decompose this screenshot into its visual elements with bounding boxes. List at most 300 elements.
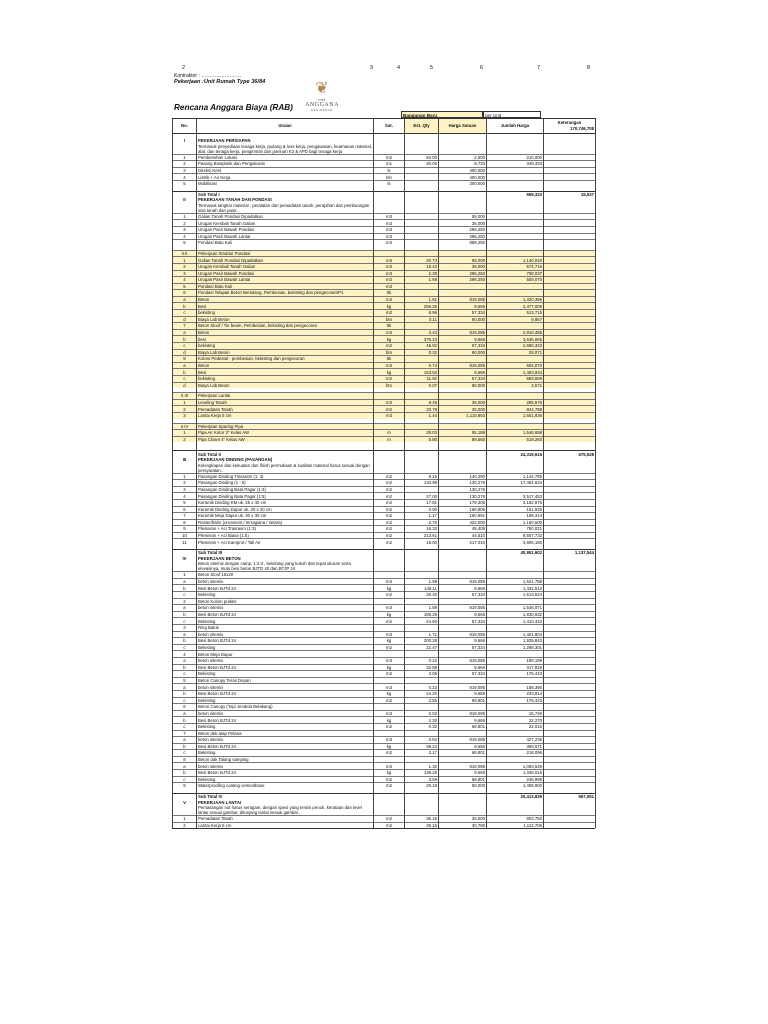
cell-sat xyxy=(374,756,405,763)
cell-no: 3 xyxy=(173,226,197,233)
cell-jumlah: 1,408,900 xyxy=(487,783,544,789)
cell-sat: m3 xyxy=(374,240,405,246)
cell-keterangan xyxy=(544,161,596,168)
cell-keterangan xyxy=(544,657,596,664)
cell-uraian: Beton Meja Dapur xyxy=(197,651,374,658)
cell-sat: m2 xyxy=(374,671,405,678)
table-row xyxy=(173,376,596,383)
cell-sat xyxy=(374,805,405,816)
cell-keterangan xyxy=(544,154,596,161)
column-number: 5 xyxy=(430,65,434,71)
cell-jumlah: 683,589 xyxy=(487,376,544,383)
cell-uraian: Urugan Kembali Tanah Galian xyxy=(197,263,374,270)
table-row xyxy=(173,369,596,376)
cell-harga xyxy=(439,250,487,257)
cell-jumlah: 574,716 xyxy=(487,263,544,270)
cell-uraian: Sub Total II xyxy=(197,451,374,457)
cell-harga: 9,666 xyxy=(439,664,487,671)
cell-uraian: Plesteran + Aci Biasa (1:5) xyxy=(197,532,374,539)
cell-no: b xyxy=(173,303,197,310)
cell-uraian: Pembersihan Lokasi xyxy=(197,154,374,161)
cell-qty xyxy=(405,283,439,290)
cell-harga: 9,666 xyxy=(439,585,487,592)
cell-keterangan xyxy=(544,572,596,579)
cell-no: 4 xyxy=(173,277,197,284)
cell-no: 11 xyxy=(173,539,197,545)
cell-sat xyxy=(374,463,405,474)
cell-no: IV xyxy=(173,556,197,562)
table-row xyxy=(173,362,596,369)
cell-harga: 179,306 xyxy=(439,499,487,506)
table-row xyxy=(173,303,596,310)
cell-keterangan xyxy=(544,519,596,526)
cell-harga: 296,250 xyxy=(439,233,487,240)
cell-sat: m2 xyxy=(374,644,405,651)
cell-sat: m2 xyxy=(374,519,405,526)
cell-jumlah: 1,140,040 xyxy=(487,257,544,264)
table-row xyxy=(173,618,596,625)
cell-sat: m3 xyxy=(374,226,405,233)
table-row xyxy=(173,677,596,684)
cell-no: 5 xyxy=(173,499,197,506)
cell-qty: 26.40 xyxy=(405,592,439,599)
cell-keterangan xyxy=(544,513,596,520)
cell-jumlah: 1,935,843 xyxy=(487,638,544,645)
cell-qty: 139.25 xyxy=(405,770,439,777)
cell-harga xyxy=(439,625,487,632)
header-sat: Sat. xyxy=(374,119,405,134)
cell-qty xyxy=(405,233,439,240)
bangunan-baru-cell: Bangunan Baru xyxy=(401,111,483,118)
cell-jumlah: 844,788 xyxy=(487,406,544,413)
cell-no: c xyxy=(173,644,197,651)
cell-harga: 819,085 xyxy=(439,684,487,691)
cell-qty: 189.29 xyxy=(405,611,439,618)
cell-no: a xyxy=(173,605,197,612)
cell-jumlah: 20,413,839 xyxy=(487,793,544,799)
cell-no: 5 xyxy=(173,677,197,684)
cell-sat: m2 xyxy=(374,506,405,513)
cell-harga xyxy=(439,561,487,572)
cell-keterangan xyxy=(544,277,596,284)
cell-jumlah: 1,830,632 xyxy=(487,611,544,618)
table-row xyxy=(173,578,596,585)
cell-uraian: Urugan Kembali Tanah Galian xyxy=(197,220,374,227)
cell-harga: 30,780 xyxy=(439,822,487,828)
cell-jumlah: 9,507,733 xyxy=(487,532,544,539)
cell-no: II.IV xyxy=(173,423,197,430)
cell-harga: 90,000 xyxy=(439,349,487,356)
cell-uraian: Sub Total IV xyxy=(197,793,374,799)
cell-harga: 25,000 xyxy=(439,816,487,823)
cell-sat xyxy=(374,598,405,605)
cell-sat: m3 xyxy=(374,233,405,240)
cell-qty: 1.89 xyxy=(405,605,439,612)
cell-keterangan xyxy=(544,399,596,406)
cell-qty: 0.11 xyxy=(405,316,439,323)
cell-uraian: Pasangan Dinding Bata Pagar (1:3) xyxy=(197,486,374,493)
cell-uraian: Pekerjaan Sparing Pipa xyxy=(197,423,374,430)
cell-jumlah: 210,000 xyxy=(487,154,544,161)
cell-no: I xyxy=(173,138,197,144)
cell-uraian: Waterproofing coating cementbase xyxy=(197,783,374,789)
table-row xyxy=(173,349,596,356)
cell-uraian: beton sitemix xyxy=(197,710,374,717)
cell-qty: 40.00 xyxy=(405,161,439,168)
cell-keterangan xyxy=(544,362,596,369)
cell-no: b xyxy=(173,585,197,592)
cell-uraian: Kelengkapan dan kekuatan dan finish permukaan & kualitas material harus sesuai dengan persyaratan.. xyxy=(197,463,374,474)
cell-keterangan xyxy=(544,723,596,730)
cell-keterangan xyxy=(544,144,596,155)
cell-no xyxy=(173,144,197,155)
cell-harga: 296,250 xyxy=(439,277,487,284)
cell-harga xyxy=(439,756,487,763)
cell-keterangan xyxy=(544,763,596,770)
cell-uraian: Besi Beton BJTd 24 xyxy=(197,743,374,750)
cell-no: 6 xyxy=(173,704,197,711)
cell-uraian: Pipa Air Kotor 3" Kelas AW xyxy=(197,430,374,437)
table-row xyxy=(173,473,596,480)
cell-keterangan xyxy=(544,329,596,336)
cell-qty: 36.15 xyxy=(405,822,439,828)
cell-sat: m2 xyxy=(374,499,405,506)
cell-uraian: Leveling Tanah xyxy=(197,399,374,406)
cell-qty xyxy=(405,677,439,684)
cell-qty: 16.32 xyxy=(405,526,439,533)
cell-qty: 0.74 xyxy=(405,362,439,369)
cell-jumlah: 1,346,015 xyxy=(487,770,544,777)
cell-sat: m2 xyxy=(374,473,405,480)
cell-sat xyxy=(374,144,405,155)
cell-harga xyxy=(439,203,487,214)
cell-keterangan xyxy=(544,349,596,356)
cell-no: 3 xyxy=(173,270,197,277)
table-row xyxy=(173,226,596,233)
cell-keterangan xyxy=(544,213,596,220)
cell-jumlah: 188,314 xyxy=(487,513,544,520)
cell-harga: 217,010 xyxy=(439,539,487,545)
cell-no: 9 xyxy=(173,526,197,533)
cell-qty: 11.92 xyxy=(405,376,439,383)
cell-sat: m2 xyxy=(374,486,405,493)
table-row xyxy=(173,625,596,632)
cell-harga: 130,276 xyxy=(439,480,487,487)
cell-keterangan xyxy=(544,343,596,350)
cell-jumlah: 22,270 xyxy=(487,717,544,724)
cell-harga xyxy=(439,290,487,297)
cell-jumlah: 218,096 xyxy=(487,750,544,757)
cell-jumlah: 1,548,071 xyxy=(487,605,544,612)
cell-uraian: Beton xyxy=(197,362,374,369)
header-ket-label: Keterangan xyxy=(557,120,582,125)
table-row xyxy=(173,270,596,277)
cell-harga: 90,000 xyxy=(439,316,487,323)
cell-qty: 213.61 xyxy=(405,532,439,539)
cell-keterangan xyxy=(544,776,596,783)
cell-no: 2 xyxy=(173,161,197,168)
cell-keterangan xyxy=(544,226,596,233)
cell-qty: 27.00 xyxy=(405,493,439,500)
cell-sat: m2 xyxy=(374,310,405,317)
cell-no: b xyxy=(173,743,197,750)
cell-sat: m2 xyxy=(374,697,405,704)
cell-uraian: Beton Sloof 15x20 xyxy=(197,572,374,579)
cell-qty: 33.79 xyxy=(405,406,439,413)
table-row xyxy=(173,631,596,638)
cell-keterangan xyxy=(544,423,596,430)
cell-keterangan xyxy=(544,664,596,671)
cell-sat: m2 xyxy=(374,822,405,828)
cell-qty: 24.20 xyxy=(405,690,439,697)
cell-sat xyxy=(374,625,405,632)
cell-uraian: Bekisting xyxy=(197,750,374,757)
cell-uraian: Besi Beton BJTd 24 xyxy=(197,611,374,618)
cell-qty: 20.73 xyxy=(405,257,439,264)
cell-uraian: PEKERJAAN BETON xyxy=(197,556,374,562)
cell-keterangan xyxy=(544,270,596,277)
cell-harga xyxy=(439,463,487,474)
cell-harga: 50,000 xyxy=(439,783,487,789)
cell-harga: 889,250 xyxy=(439,240,487,246)
cell-no: c xyxy=(173,343,197,350)
cell-sat: btn xyxy=(374,316,405,323)
cell-harga: 57,334 xyxy=(439,618,487,625)
logo-sub: RESIDENCE xyxy=(311,108,333,112)
cell-keterangan xyxy=(544,486,596,493)
cell-qty xyxy=(405,250,439,257)
cell-no: 6 xyxy=(173,290,197,297)
table-row xyxy=(173,499,596,506)
cell-uraian: Roster/bahn (ornament / terragiana / setara) xyxy=(197,519,374,526)
cell-harga: 55,000 xyxy=(439,213,487,220)
table-row xyxy=(173,763,596,770)
table-row xyxy=(173,393,596,400)
cell-harga: 57,334 xyxy=(439,671,487,678)
cell-sat: m2 xyxy=(374,376,405,383)
cell-uraian: Keramik Dinding Dapur uk. 20 x 20 cm xyxy=(197,506,374,513)
cell-uraian: Termasuk tangkar material , peralatan dan pemadatan tanah, perapihan dan pembuangan sisa tanah dan pasir.. xyxy=(197,203,374,214)
cell-jumlah: 40,951,602 xyxy=(487,550,544,556)
column-number: 3 xyxy=(370,65,374,71)
cell-qty: 0.22 xyxy=(405,657,439,664)
table-row xyxy=(173,220,596,227)
cell-jumlah xyxy=(487,290,544,297)
cell-uraian: Bekisting xyxy=(197,776,374,783)
cell-jumlah xyxy=(487,356,544,363)
cell-harga xyxy=(439,144,487,155)
cell-uraian: Besi Beton BJTd 24 xyxy=(197,717,374,724)
cell-keterangan xyxy=(544,463,596,474)
cell-uraian: Pasangan Dinding Trasrasm (1: 3) xyxy=(197,473,374,480)
cell-no xyxy=(173,463,197,474)
cell-keterangan xyxy=(544,310,596,317)
cell-harga: 140,290 xyxy=(439,473,487,480)
cell-uraian: Lantai Kerja 5 cm xyxy=(197,412,374,418)
cell-sat: m2 xyxy=(374,526,405,533)
table-row xyxy=(173,638,596,645)
cell-uraian: Bekisting xyxy=(197,644,374,651)
table-row xyxy=(173,406,596,413)
cell-qty xyxy=(405,144,439,155)
cell-keterangan xyxy=(544,598,596,605)
cell-keterangan xyxy=(544,697,596,704)
table-row xyxy=(173,144,596,155)
table-row xyxy=(173,664,596,671)
cell-uraian: Mobilisasi xyxy=(197,180,374,186)
cell-sat: m2 xyxy=(374,618,405,625)
cell-uraian: Beton sitemix dengan camp. 1:2:3 , bekisting yang kokoh dan tepat ukuran serta elevasinya, mutu besi beton BJTD 40 dan BTJP 24 xyxy=(197,561,374,572)
logo-name: ANGGANA xyxy=(305,102,339,108)
cell-keterangan xyxy=(544,717,596,724)
cell-uraian: PEKERJAAN DINDING (PASANGAN) xyxy=(197,457,374,463)
table-row xyxy=(173,770,596,777)
cell-jumlah xyxy=(487,203,544,214)
cell-no: a xyxy=(173,578,197,585)
cell-no: d xyxy=(173,316,197,323)
cell-harga: 55,000 xyxy=(439,257,487,264)
cell-uraian: Plesteran + Aci Kamprot / Tali Air xyxy=(197,539,374,545)
cell-qty xyxy=(405,423,439,430)
cell-qty: 1.61 xyxy=(405,296,439,303)
cell-jumlah: 1,601,836 xyxy=(487,412,544,418)
cell-keterangan xyxy=(544,526,596,533)
cell-uraian: Pasangan Dinding (1 : 5) xyxy=(197,480,374,487)
cell-keterangan xyxy=(544,756,596,763)
table-row xyxy=(173,283,596,290)
cell-no: 8 xyxy=(173,756,197,763)
cell-jumlah: 1,083,649 xyxy=(487,763,544,770)
cell-qty xyxy=(405,323,439,330)
cell-harga: 68,801 xyxy=(439,697,487,704)
cell-qty: 0.23 xyxy=(405,684,439,691)
cell-harga: 819,085 xyxy=(439,362,487,369)
cell-keterangan xyxy=(544,816,596,823)
cell-jumlah: 28,071 xyxy=(487,349,544,356)
cell-jumlah: 317,818 xyxy=(487,664,544,671)
cell-qty: 1.17 xyxy=(405,513,439,520)
cell-sat: m2 xyxy=(374,513,405,520)
cell-uraian: Plesteran + Aci Trasrasm (1:3) xyxy=(197,526,374,533)
cell-uraian: Beton xyxy=(197,296,374,303)
cell-qty: 0.07 xyxy=(405,382,439,388)
cell-uraian: Biaya Lab Beton xyxy=(197,382,374,388)
cell-uraian: Besi Beton BJTd 24 xyxy=(197,664,374,671)
cell-harga: 9,666 xyxy=(439,336,487,343)
cell-no: 2 xyxy=(173,436,197,442)
cell-no: c xyxy=(173,310,197,317)
cell-harga: 35,000 xyxy=(439,220,487,227)
cell-no: a xyxy=(173,631,197,638)
cell-qty: 3.17 xyxy=(405,750,439,757)
cell-keterangan xyxy=(544,710,596,717)
cell-qty: 2.39 xyxy=(405,270,439,277)
cell-uraian: Urugan Pasir Bawah Lantai xyxy=(197,233,374,240)
cell-harga: 68,801 xyxy=(439,776,487,783)
cell-no: 4 xyxy=(173,493,197,500)
cell-keterangan xyxy=(544,250,596,257)
cell-qty xyxy=(405,598,439,605)
cell-keterangan xyxy=(544,585,596,592)
cell-uraian: PEKERJAAN TANAH DAN PONDASI xyxy=(197,197,374,203)
cell-no xyxy=(173,561,197,572)
cell-jumlah: 180,199 xyxy=(487,657,544,664)
cell-sat: m3 xyxy=(374,296,405,303)
cell-no: b xyxy=(173,717,197,724)
cell-qty: 0.32 xyxy=(405,723,439,730)
header-keterangan xyxy=(544,119,596,134)
cell-uraian: Pondasi Batu Kali xyxy=(197,240,374,246)
cell-harga: 130,276 xyxy=(439,493,487,500)
cell-jumlah: 604,070 xyxy=(487,362,544,369)
cell-no: 5 xyxy=(173,240,197,246)
cell-keterangan xyxy=(544,393,596,400)
cell-jumlah: 349,333 xyxy=(487,161,544,168)
cell-no: c xyxy=(173,618,197,625)
cell-sat: m3 xyxy=(374,578,405,585)
cell-harga: 57,334 xyxy=(439,376,487,383)
cell-uraian: Beton Kolom praktis xyxy=(197,598,374,605)
cell-uraian: PEKERJAAN PERSIAPAN xyxy=(197,138,374,144)
table-row xyxy=(173,174,596,181)
cell-jumlah xyxy=(487,220,544,227)
cell-qty xyxy=(405,463,439,474)
cell-jumlah xyxy=(487,393,544,400)
cell-no: 1 xyxy=(173,430,197,437)
cell-qty: 256.26 xyxy=(405,303,439,310)
cell-keterangan xyxy=(544,750,596,757)
cell-jumlah: 1,320,366 xyxy=(487,296,544,303)
table-row xyxy=(173,513,596,520)
cell-keterangan: 1,137,544 xyxy=(544,550,596,556)
cell-qty: 2.55 xyxy=(405,697,439,704)
cell-no: a xyxy=(173,362,197,369)
cell-sat: m3 xyxy=(374,763,405,770)
cell-qty: 2.75 xyxy=(405,519,439,526)
table-row xyxy=(173,697,596,704)
cell-keterangan xyxy=(544,592,596,599)
cell-jumlah: 903,750 xyxy=(487,816,544,823)
cell-jumlah: 3,636,665 xyxy=(487,336,544,343)
cell-uraian: Pasangan Dinding Bata Pagar (1:5) xyxy=(197,493,374,500)
cell-qty: 153.52 xyxy=(405,369,439,376)
header-harga: Harga Satuan xyxy=(439,119,487,134)
cell-uraian: beton sitemix xyxy=(197,631,374,638)
cell-sat: m3 xyxy=(374,362,405,369)
cell-harga: 819,085 xyxy=(439,657,487,664)
cell-harga: 9,666 xyxy=(439,770,487,777)
cell-no: 9 xyxy=(173,783,197,789)
table-row xyxy=(173,167,596,174)
cell-no: 7 xyxy=(173,730,197,737)
cell-qty: 17.81 xyxy=(405,499,439,506)
cell-qty: 18.00 xyxy=(405,539,439,545)
cell-uraian: Pemasangan nut harus seragam, dengan spesi yang tersisi penuh, kerataan dan level lantai sesuai gambar, ditunjang lantai sesuai gambar.. xyxy=(197,805,374,816)
cell-harga: 89,560 xyxy=(439,436,487,442)
cell-keterangan xyxy=(544,631,596,638)
cell-no: 1 xyxy=(173,399,197,406)
cell-sat: m3 xyxy=(374,270,405,277)
cell-uraian: beton sitemix xyxy=(197,737,374,744)
cell-sat: m2 xyxy=(374,783,405,789)
cell-keterangan xyxy=(544,257,596,264)
cell-jumlah: 519,260 xyxy=(487,436,544,442)
cell-jumlah xyxy=(487,677,544,684)
cell-uraian: Urugan Pasir Bawah Pondasi xyxy=(197,270,374,277)
table-row xyxy=(173,684,596,691)
cell-harga: 9,666 xyxy=(439,611,487,618)
cell-harga: 1,110,863 xyxy=(439,412,487,418)
